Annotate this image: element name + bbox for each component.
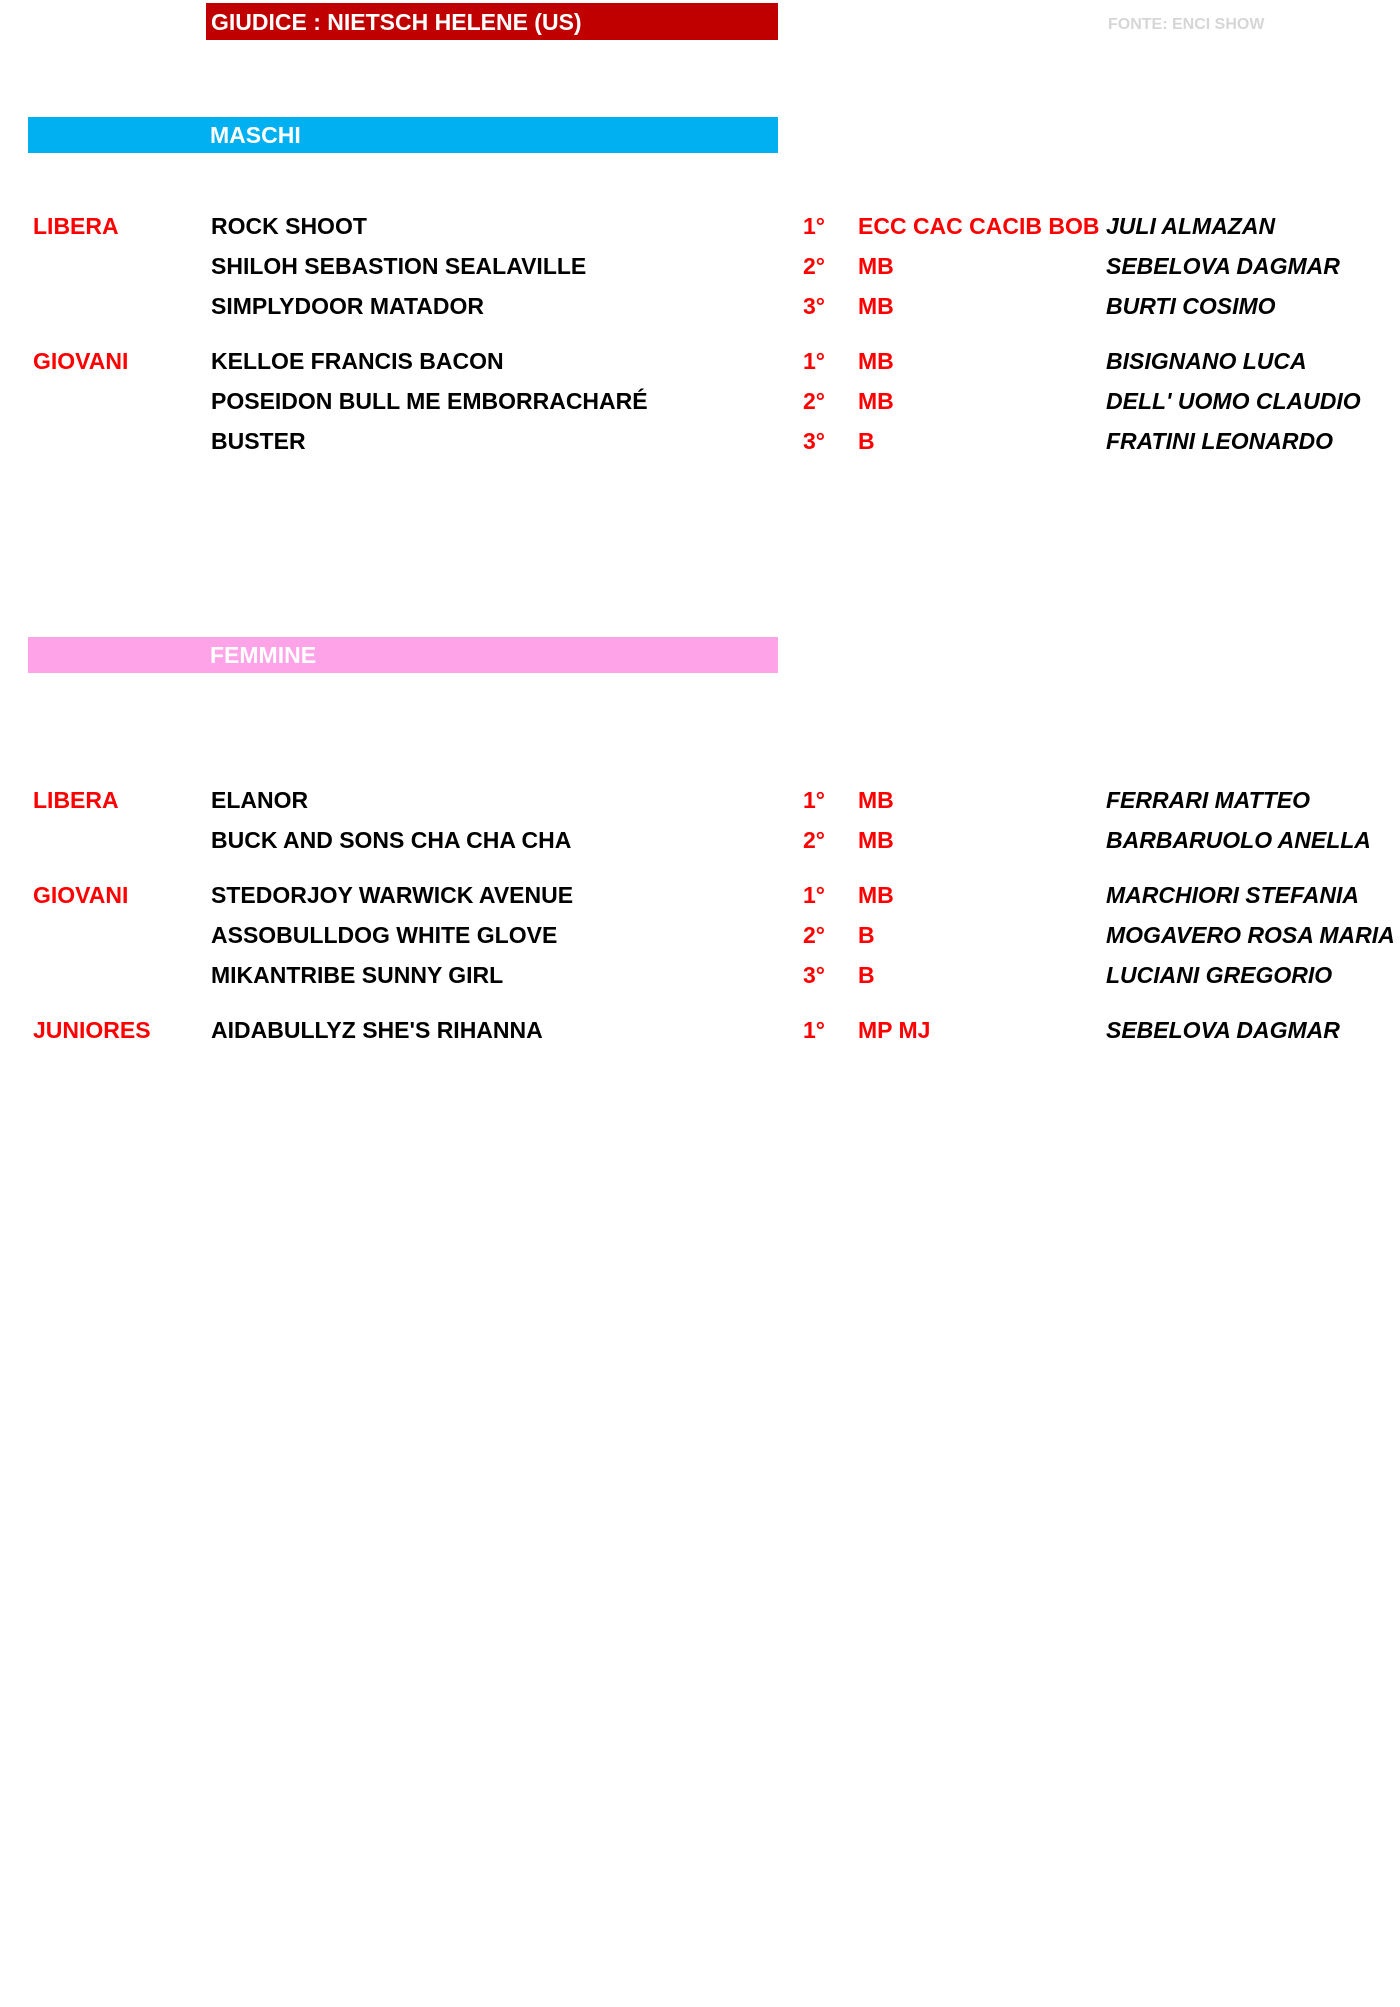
dog-name: BUSTER (211, 428, 306, 454)
placement: 2° (803, 827, 825, 853)
dog-name: STEDORJOY WARWICK AVENUE (211, 882, 574, 908)
owner-name: DELL' UOMO CLAUDIO (1106, 388, 1361, 414)
qualification: B (858, 962, 875, 988)
class-label: LIBERA (33, 787, 119, 813)
placement: 2° (803, 388, 825, 414)
class-label: GIOVANI (33, 348, 129, 374)
placement: 3° (803, 962, 825, 988)
owner-name: BURTI COSIMO (1106, 293, 1276, 319)
placement: 2° (803, 253, 825, 279)
qualification: MP MJ (858, 1017, 931, 1043)
judge-banner (206, 3, 778, 40)
females-section-title: FEMMINE (210, 642, 317, 668)
dog-name: SHILOH SEBASTION SEALAVILLE (211, 253, 587, 279)
owner-name: SEBELOVA DAGMAR (1106, 253, 1340, 279)
placement: 1° (803, 787, 825, 813)
table-row (0, 917, 1400, 953)
table-row (0, 957, 1400, 993)
dog-name: ELANOR (211, 787, 309, 813)
owner-name: FERRARI MATTEO (1106, 787, 1311, 813)
class-label: GIOVANI (33, 882, 129, 908)
placement: 1° (803, 213, 825, 239)
qualification: MB (858, 787, 894, 813)
dog-name: SIMPLYDOOR MATADOR (211, 293, 485, 319)
owner-name: JULI ALMAZAN (1106, 213, 1276, 239)
class-label: LIBERA (33, 213, 119, 239)
table-row (0, 877, 1400, 913)
judge-label: GIUDICE : NIETSCH HELENE (US) (211, 9, 582, 35)
placement: 2° (803, 922, 825, 948)
owner-name: MOGAVERO ROSA MARIA (1106, 922, 1395, 948)
males-section-header (28, 117, 778, 153)
owner-name: BISIGNANO LUCA (1106, 348, 1307, 374)
placement: 1° (803, 1017, 825, 1043)
qualification: MB (858, 253, 894, 279)
table-row (0, 383, 1400, 419)
table-row (0, 1012, 1400, 1048)
dog-name: ROCK SHOOT (211, 213, 367, 239)
qualification: ECC CAC CACIB BOB (858, 213, 1100, 239)
placement: 3° (803, 428, 825, 454)
dog-name: MIKANTRIBE SUNNY GIRL (211, 962, 504, 988)
table-row (0, 343, 1400, 379)
qualification: MB (858, 388, 894, 414)
qualification: MB (858, 827, 894, 853)
qualification: MB (858, 348, 894, 374)
owner-name: FRATINI LEONARDO (1106, 428, 1334, 454)
placement: 1° (803, 882, 825, 908)
owner-name: MARCHIORI STEFANIA (1106, 882, 1359, 908)
table-row (0, 822, 1400, 858)
qualification: MB (858, 882, 894, 908)
table-row (0, 208, 1400, 244)
dog-name: ASSOBULLDOG WHITE GLOVE (211, 922, 558, 948)
class-label: JUNIORES (33, 1017, 151, 1043)
owner-name: BARBARUOLO ANELLA (1106, 827, 1371, 853)
placement: 1° (803, 348, 825, 374)
table-row (0, 288, 1400, 324)
dog-name: BUCK AND SONS CHA CHA CHA (211, 827, 572, 853)
dog-name: AIDABULLYZ SHE'S RIHANNA (211, 1017, 543, 1043)
males-section-title: MASCHI (210, 122, 301, 148)
qualification: B (858, 922, 875, 948)
source-note: FONTE: ENCI SHOW (1108, 16, 1265, 33)
table-row (0, 423, 1400, 459)
table-row (0, 248, 1400, 284)
owner-name: LUCIANI GREGORIO (1106, 962, 1333, 988)
qualification: B (858, 428, 875, 454)
owner-name: SEBELOVA DAGMAR (1106, 1017, 1340, 1043)
females-section-header (28, 637, 778, 673)
dog-name: POSEIDON BULL ME EMBORRACHARÉ (211, 388, 648, 414)
table-row (0, 782, 1400, 818)
placement: 3° (803, 293, 825, 319)
qualification: MB (858, 293, 894, 319)
dog-name: KELLOE FRANCIS BACON (211, 348, 504, 374)
